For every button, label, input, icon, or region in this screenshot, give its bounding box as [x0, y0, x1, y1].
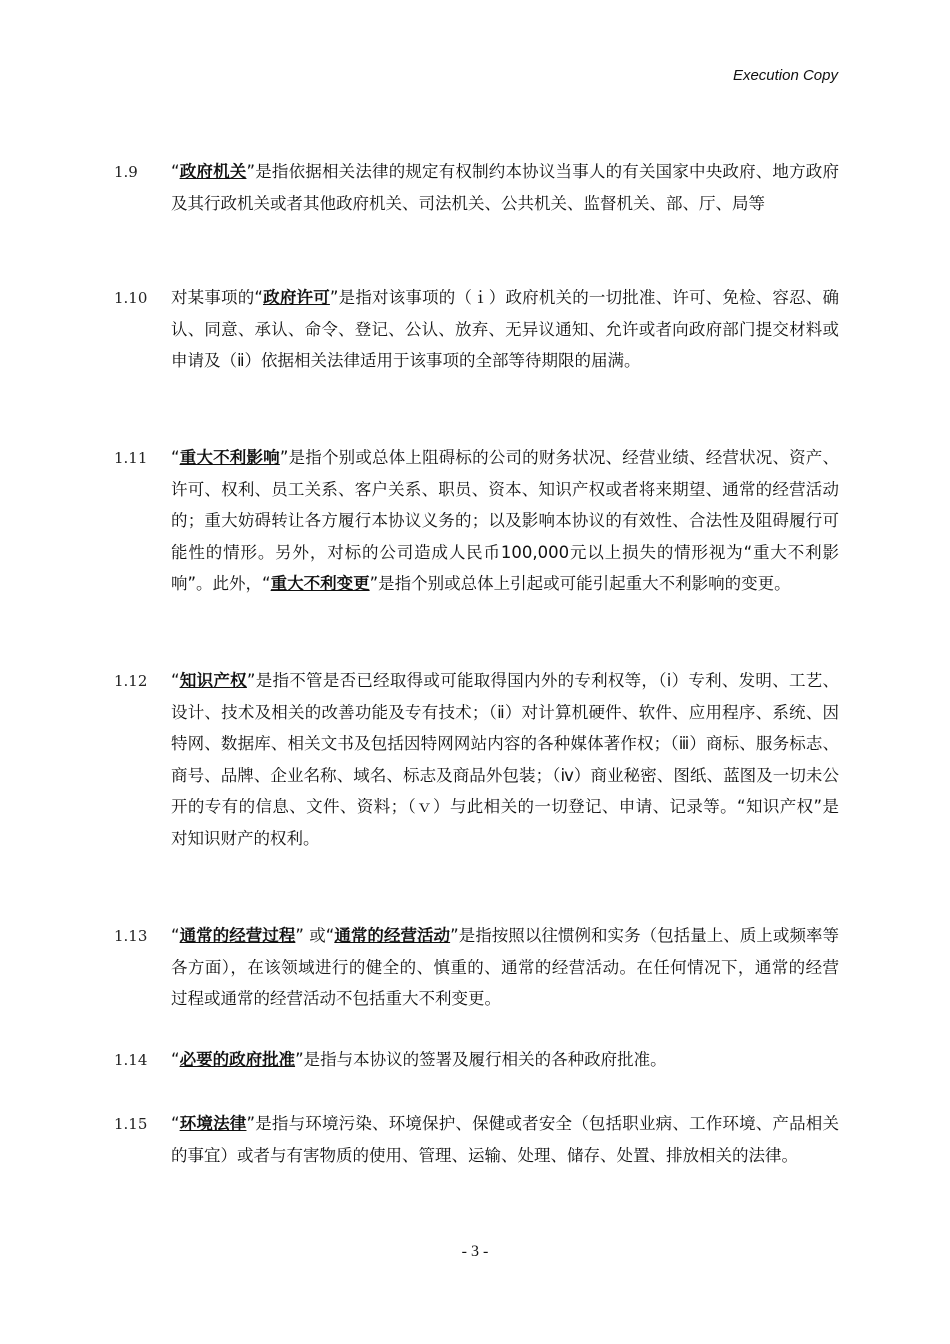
document-header: Execution Copy — [732, 67, 838, 84]
defined-term: 重大不利影响 — [179, 448, 280, 467]
text-segment: ”是指个别或总体上引起或可能引起重大不利影响的变更。 — [369, 574, 791, 593]
defined-term: 通常的经营活动 — [334, 926, 451, 945]
text-segment: ”是指按照以往惯例和实务（包括量上、质上或频率等各方面），在该领域进行的健全的、慎重的、通常的经营活动。在任何情况下，通常的经营过程或通常的经营活动不包括重大不利变更。 — [171, 926, 840, 1008]
defined-term: 环境法律 — [179, 1114, 247, 1133]
clause-number: 1.11 — [114, 449, 148, 467]
defined-term: 通常的经营过程 — [179, 926, 296, 945]
text-segment: 对某事项的“ — [171, 288, 263, 307]
defined-term: 重大不利变更 — [270, 574, 370, 593]
clause-number: 1.10 — [114, 289, 148, 307]
text-segment: ”是指与本协议的签署及履行相关的各种政府批准。 — [295, 1050, 667, 1069]
clause-text — [171, 1044, 839, 1076]
clause-number: 1.14 — [114, 1051, 148, 1069]
clause-text — [171, 442, 839, 600]
text-segment: “ — [171, 162, 180, 181]
text-segment: “ — [171, 1114, 180, 1133]
defined-term: 知识产权 — [179, 671, 247, 690]
page-number: - 3 - — [461, 1243, 489, 1260]
text-segment: ” 或“ — [295, 926, 335, 945]
clause-text — [171, 1108, 839, 1171]
clause-text — [171, 920, 839, 1015]
clause-text — [171, 665, 839, 854]
text-segment: ”是指对该事项的（ｉ）政府机关的一切批准、许可、免检、容忍、确认、同意、承认、命令、登记、公认、放弃、无异议通知、允许或者向政府部门提交材料或申请及（ⅱ）依据相关法律适用于该事项的全部等待期限的届满。 — [171, 288, 839, 370]
defined-term: 必要的政府批准 — [179, 1050, 296, 1069]
text-segment: ”是指与环境污染、环境保护、保健或者安全（包括职业病、工作环境、产品相关的事宜）或者与有害物质的使用、管理、运输、处理、储存、处置、排放相关的法律。 — [171, 1114, 839, 1165]
text-segment: “ — [171, 926, 180, 945]
text-segment: “ — [171, 671, 180, 690]
clause-text — [171, 156, 839, 219]
defined-term: 政府机关 — [179, 162, 247, 181]
text-segment: ”是指不管是否已经取得或可能取得国内外的专利权等，（ⅰ）专利、发明、工艺、设计、技术及相关的改善功能及专有技术；（ⅱ）对计算机硬件、软件、应用程序、系统、因特网、数据库、相关文书及包括因特网网站内容的各种媒体著作权；（ⅲ）商标、服务标志、商号、品牌、企业名称、域名、标志及商品外包装；（ⅳ）商业秘密、图纸、蓝图及一切未公开的专有的信息、文件、资料；（ｖ）与此相关的一切登记、申请、记录等。“知识产权”是对知识财产的权利。 — [171, 671, 840, 848]
clause-number: 1.13 — [114, 927, 148, 945]
text-segment: “ — [171, 448, 180, 467]
clause-number: 1.15 — [114, 1115, 148, 1133]
defined-term: 政府许可 — [262, 288, 330, 307]
clause-text — [171, 282, 839, 377]
clause-number: 1.12 — [114, 672, 148, 690]
text-segment: ”是指个别或总体上阻碍标的公司的财务状况、经营业绩、经营状况、资产、许可、权利、员工关系、客户关系、职员、资本、知识产权或者将来期望、通常的经营活动的；重大妨碍转让各方履行本协议义务的；以及影响本协议的有效性、合法性及阻碍履行可能性的情形。另外，对标的公司造成人民币100,000元以上损失的情形视为“重大不利影响”。此外，“ — [171, 448, 839, 593]
text-segment: ”是指依据相关法律的规定有权制约本协议当事人的有关国家中央政府、地方政府及其行政机关或者其他政府机关、司法机关、公共机关、监督机关、部、厅、局等 — [171, 162, 839, 213]
text-segment: “ — [171, 1050, 180, 1069]
clause-number: 1.9 — [114, 163, 138, 181]
